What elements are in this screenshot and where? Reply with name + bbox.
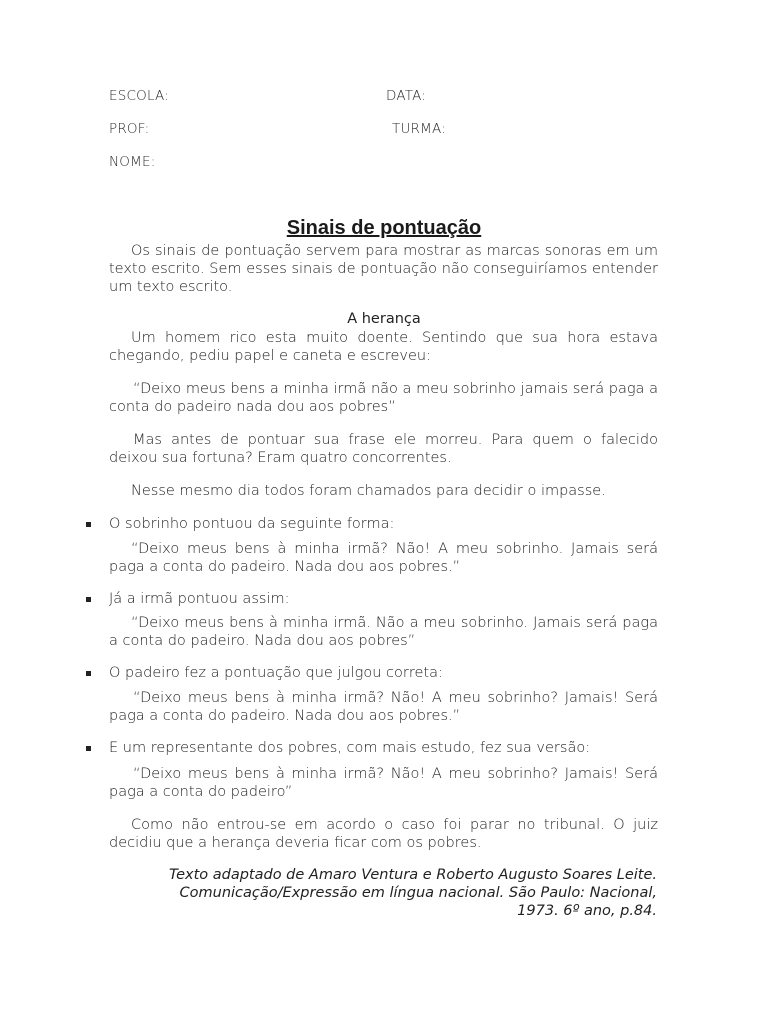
version-intro: E um representante dos pobres, com mais estudo, fez sua versão: (109, 740, 591, 756)
page-title: Sinais de pontuação (286, 217, 482, 239)
source-credit (109, 866, 657, 920)
intro-paragraph: Os sinais de pontuação servem para mostrar as marcas sonoras em um texto escrito. Sem esses sinais de pontuação não conseguiríamos entender um texto escrito. (109, 243, 658, 295)
story-paragraph-3: Nesse mesmo dia todos foram chamados para decidir o impasse. (131, 483, 606, 499)
story-paragraph-2: Mas antes de pontuar sua frase ele morreu. Para quem o falecido deixou sua fortuna? Eram quatro concorrentes. (109, 432, 658, 466)
credit-line-1: Texto adaptado de Amaro Ventura e Roberto Augusto Soares Leite. (169, 867, 657, 883)
version-quote: “Deixo meus bens à minha irmã? Não! A meu sobrinho? Jamais! Será paga a conta do padeiro. Nada dou aos pobres.” (109, 690, 658, 724)
credit-line-2: Comunicação/Expressão em língua nacional. São Paulo: Nacional, (179, 885, 657, 901)
version-intro: Já a irmã pontuou assim: (109, 591, 290, 607)
bullet-icon (86, 671, 91, 676)
version-quote: “Deixo meus bens à minha irmã? Não! A meu sobrinho. Jamais será paga a conta do padeiro. Nada dou aos pobres.” (109, 541, 658, 575)
conclusion-paragraph: Como não entrou-se em acordo o caso foi parar no tribunal. O juiz decidiu que a herança deveria ficar com os pobres. (109, 817, 658, 851)
story-paragraph-1: Um homem rico esta muito doente. Sentindo que sua hora estava chegando, pediu papel e caneta e escreveu: (109, 330, 658, 364)
bullet-icon (86, 597, 91, 602)
version-intro: O sobrinho pontuou da seguinte forma: (109, 516, 395, 532)
prof-label: PROF: (109, 121, 150, 137)
bullet-icon (86, 746, 91, 751)
turma-label: TURMA: (392, 121, 446, 137)
bullet-icon (86, 522, 91, 527)
data-label: DATA: (386, 88, 427, 104)
version-quote: “Deixo meus bens à minha irmã? Não! A meu sobrinho? Jamais! Será paga a conta do padeiro” (109, 766, 658, 800)
nome-label: NOME: (109, 154, 156, 170)
version-quote: “Deixo meus bens à minha irmã. Não a meu sobrinho. Jamais será paga a conta do padeiro. Nada dou aos pobres” (109, 615, 658, 649)
version-intro: O padeiro fez a pontuação que julgou correta: (109, 665, 443, 681)
escola-label: ESCOLA: (109, 88, 169, 104)
story-quote: “Deixo meus bens a minha irmã não a meu sobrinho jamais será paga a conta do padeiro nada dou aos pobres” (109, 381, 658, 415)
credit-line-3: 1973. 6º ano, p.84. (517, 903, 657, 919)
story-subtitle: A herança (347, 311, 421, 327)
